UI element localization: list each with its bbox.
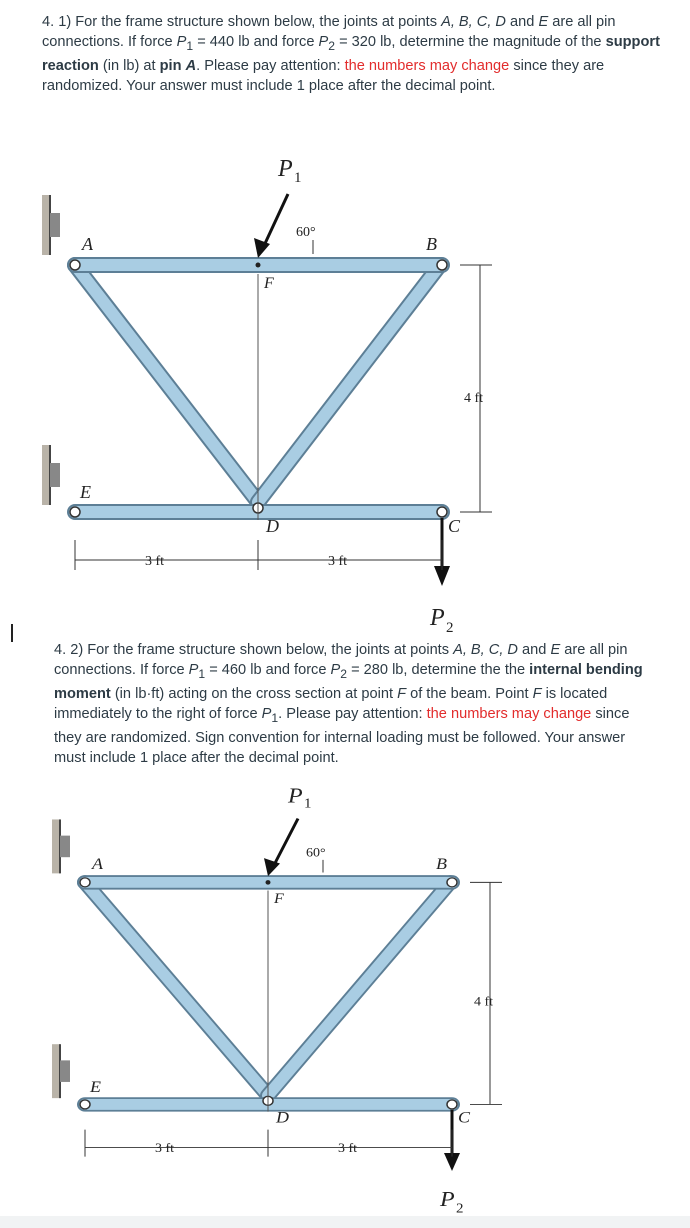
label-d: D — [276, 1108, 289, 1127]
q1-text: (in lb) at — [98, 57, 160, 74]
q2-force-p1b: P — [261, 705, 272, 722]
q2-text: since they are randomized. Sign convention for internal loading must be followed. Your answer must include 1 place after the decimal point. — [54, 705, 630, 766]
q2-text: . Please pay attention: — [278, 705, 427, 722]
wall-support-a-bracket — [50, 213, 60, 237]
member-bd — [258, 265, 440, 502]
q1-warning: the numbers may change — [344, 57, 510, 74]
label-f: F — [264, 275, 274, 292]
q1-pin-letter: A — [185, 57, 197, 74]
q1-text: . Please pay attention: — [196, 57, 345, 74]
q1-points: A, B, C, D — [441, 14, 506, 30]
label-right-dim: 3 ft — [338, 1140, 358, 1155]
q1-text: and — [505, 14, 539, 30]
wall-support-a — [52, 819, 70, 873]
question-4-1 — [42, 12, 672, 96]
label-left-dim: 3 ft — [155, 1140, 175, 1155]
member-ad — [75, 265, 258, 502]
label-height-dim: 4 ft — [464, 391, 484, 406]
label-p1-sub: 1 — [304, 796, 312, 812]
label-c: C — [448, 516, 461, 536]
label-a: A — [82, 234, 93, 254]
label-d: D — [266, 516, 279, 536]
force-p1-arrow-shaft — [272, 819, 298, 869]
label-angle: 60° — [306, 844, 326, 860]
wall-support-e-bracket — [50, 463, 60, 487]
q1-text: are all pin connections. If force — [42, 14, 616, 50]
q2-text: = 460 lb and force — [205, 662, 331, 678]
label-f: F — [274, 890, 284, 907]
q2-text: and — [517, 642, 551, 658]
question-4-2 — [54, 640, 654, 768]
q1-force-p1: P — [176, 34, 187, 50]
label-e: E — [80, 482, 91, 502]
wall-support-a-hatch — [52, 819, 60, 873]
q2-text: 4. 2) For the frame structure shown below, the joints at points — [54, 642, 454, 658]
q2-point-e: E — [550, 642, 561, 658]
q2-text: are all pin connections. If force — [54, 642, 628, 678]
q1-point-e: E — [538, 14, 549, 30]
pin-a — [80, 878, 90, 887]
pin-c — [447, 1100, 457, 1109]
wall-support-a-bracket — [60, 836, 70, 858]
label-b: B — [426, 234, 437, 254]
pin-e — [70, 507, 80, 517]
pin-c — [437, 507, 447, 517]
label-p2: P — [440, 1187, 455, 1211]
member-bd — [268, 882, 450, 1095]
force-p1-arrow-shaft — [262, 194, 288, 250]
q1-text: = 440 lb and force — [193, 34, 319, 50]
label-p2-sub: 2 — [446, 620, 454, 635]
q2-force-p1-sub: 1 — [198, 666, 206, 681]
label-angle: 60° — [296, 225, 316, 240]
label-height-dim: 4 ft — [474, 994, 494, 1009]
bottom-strip — [0, 1216, 690, 1228]
q2-force-p2-sub: 2 — [340, 666, 348, 681]
q2-text: = 280 lb, determine the the — [347, 662, 530, 678]
q2-points: A, B, C, D — [453, 642, 518, 658]
q1-pin-a — [160, 58, 197, 74]
q1-bold-term: support reaction — [42, 34, 660, 74]
frame-diagram-1 — [30, 140, 500, 635]
pin-a — [70, 260, 80, 270]
q1-text: = 320 lb, determine the magnitude of the — [335, 34, 606, 50]
q1-force-p2-sub: 2 — [328, 38, 336, 53]
q1-force-p2: P — [318, 34, 329, 50]
q2-text: of the beam. Point — [406, 685, 533, 702]
label-c: C — [458, 1108, 471, 1127]
label-p1-sub: 1 — [294, 170, 302, 186]
text-cursor — [11, 624, 13, 642]
q2-text: is located immediately to the right of force — [54, 685, 608, 722]
label-left-dim: 3 ft — [145, 554, 165, 569]
pin-b — [437, 260, 447, 270]
q2-force-p1b-sub: 1 — [271, 710, 279, 725]
frame-diagram-2 — [40, 770, 510, 1215]
q1-text: 4. 1) For the frame structure shown below, the joints at points — [42, 14, 442, 30]
pin-b — [447, 878, 457, 887]
q2-bold-term: internal bending moment — [54, 662, 643, 702]
q2-point-f2: F — [532, 685, 542, 702]
q2-force-p1: P — [188, 662, 199, 678]
label-p1: P — [288, 783, 303, 808]
label-p2: P — [430, 605, 445, 631]
q2-text: (in lb·ft) acting on the cross section at point — [110, 685, 398, 702]
q1-pin-label: pin — [159, 57, 186, 74]
wall-support-e-bracket — [60, 1060, 70, 1082]
label-a: A — [92, 854, 103, 873]
wall-support-a-hatch — [42, 195, 50, 255]
wall-support-e-hatch — [52, 1044, 60, 1098]
wall-support-e-hatch — [42, 445, 50, 505]
label-p2-sub: 2 — [456, 1200, 464, 1215]
point-f-dot — [266, 880, 271, 884]
q1-force-p1-sub: 1 — [186, 38, 194, 53]
label-right-dim: 3 ft — [328, 554, 348, 569]
q2-point-f: F — [397, 685, 407, 702]
q2-warning: the numbers may change — [426, 705, 592, 722]
wall-support-e — [42, 445, 60, 505]
point-f-dot — [256, 263, 261, 268]
pin-e — [80, 1100, 90, 1109]
q2-force-p2: P — [330, 662, 341, 678]
q1-text: since they are randomized. Your answer must include 1 place after the decimal point. — [42, 57, 605, 94]
wall-support-a — [42, 195, 60, 255]
wall-support-e — [52, 1044, 70, 1098]
label-e: E — [90, 1077, 101, 1096]
label-b: B — [436, 854, 447, 873]
label-p1: P — [278, 156, 293, 182]
member-ad — [85, 882, 268, 1095]
